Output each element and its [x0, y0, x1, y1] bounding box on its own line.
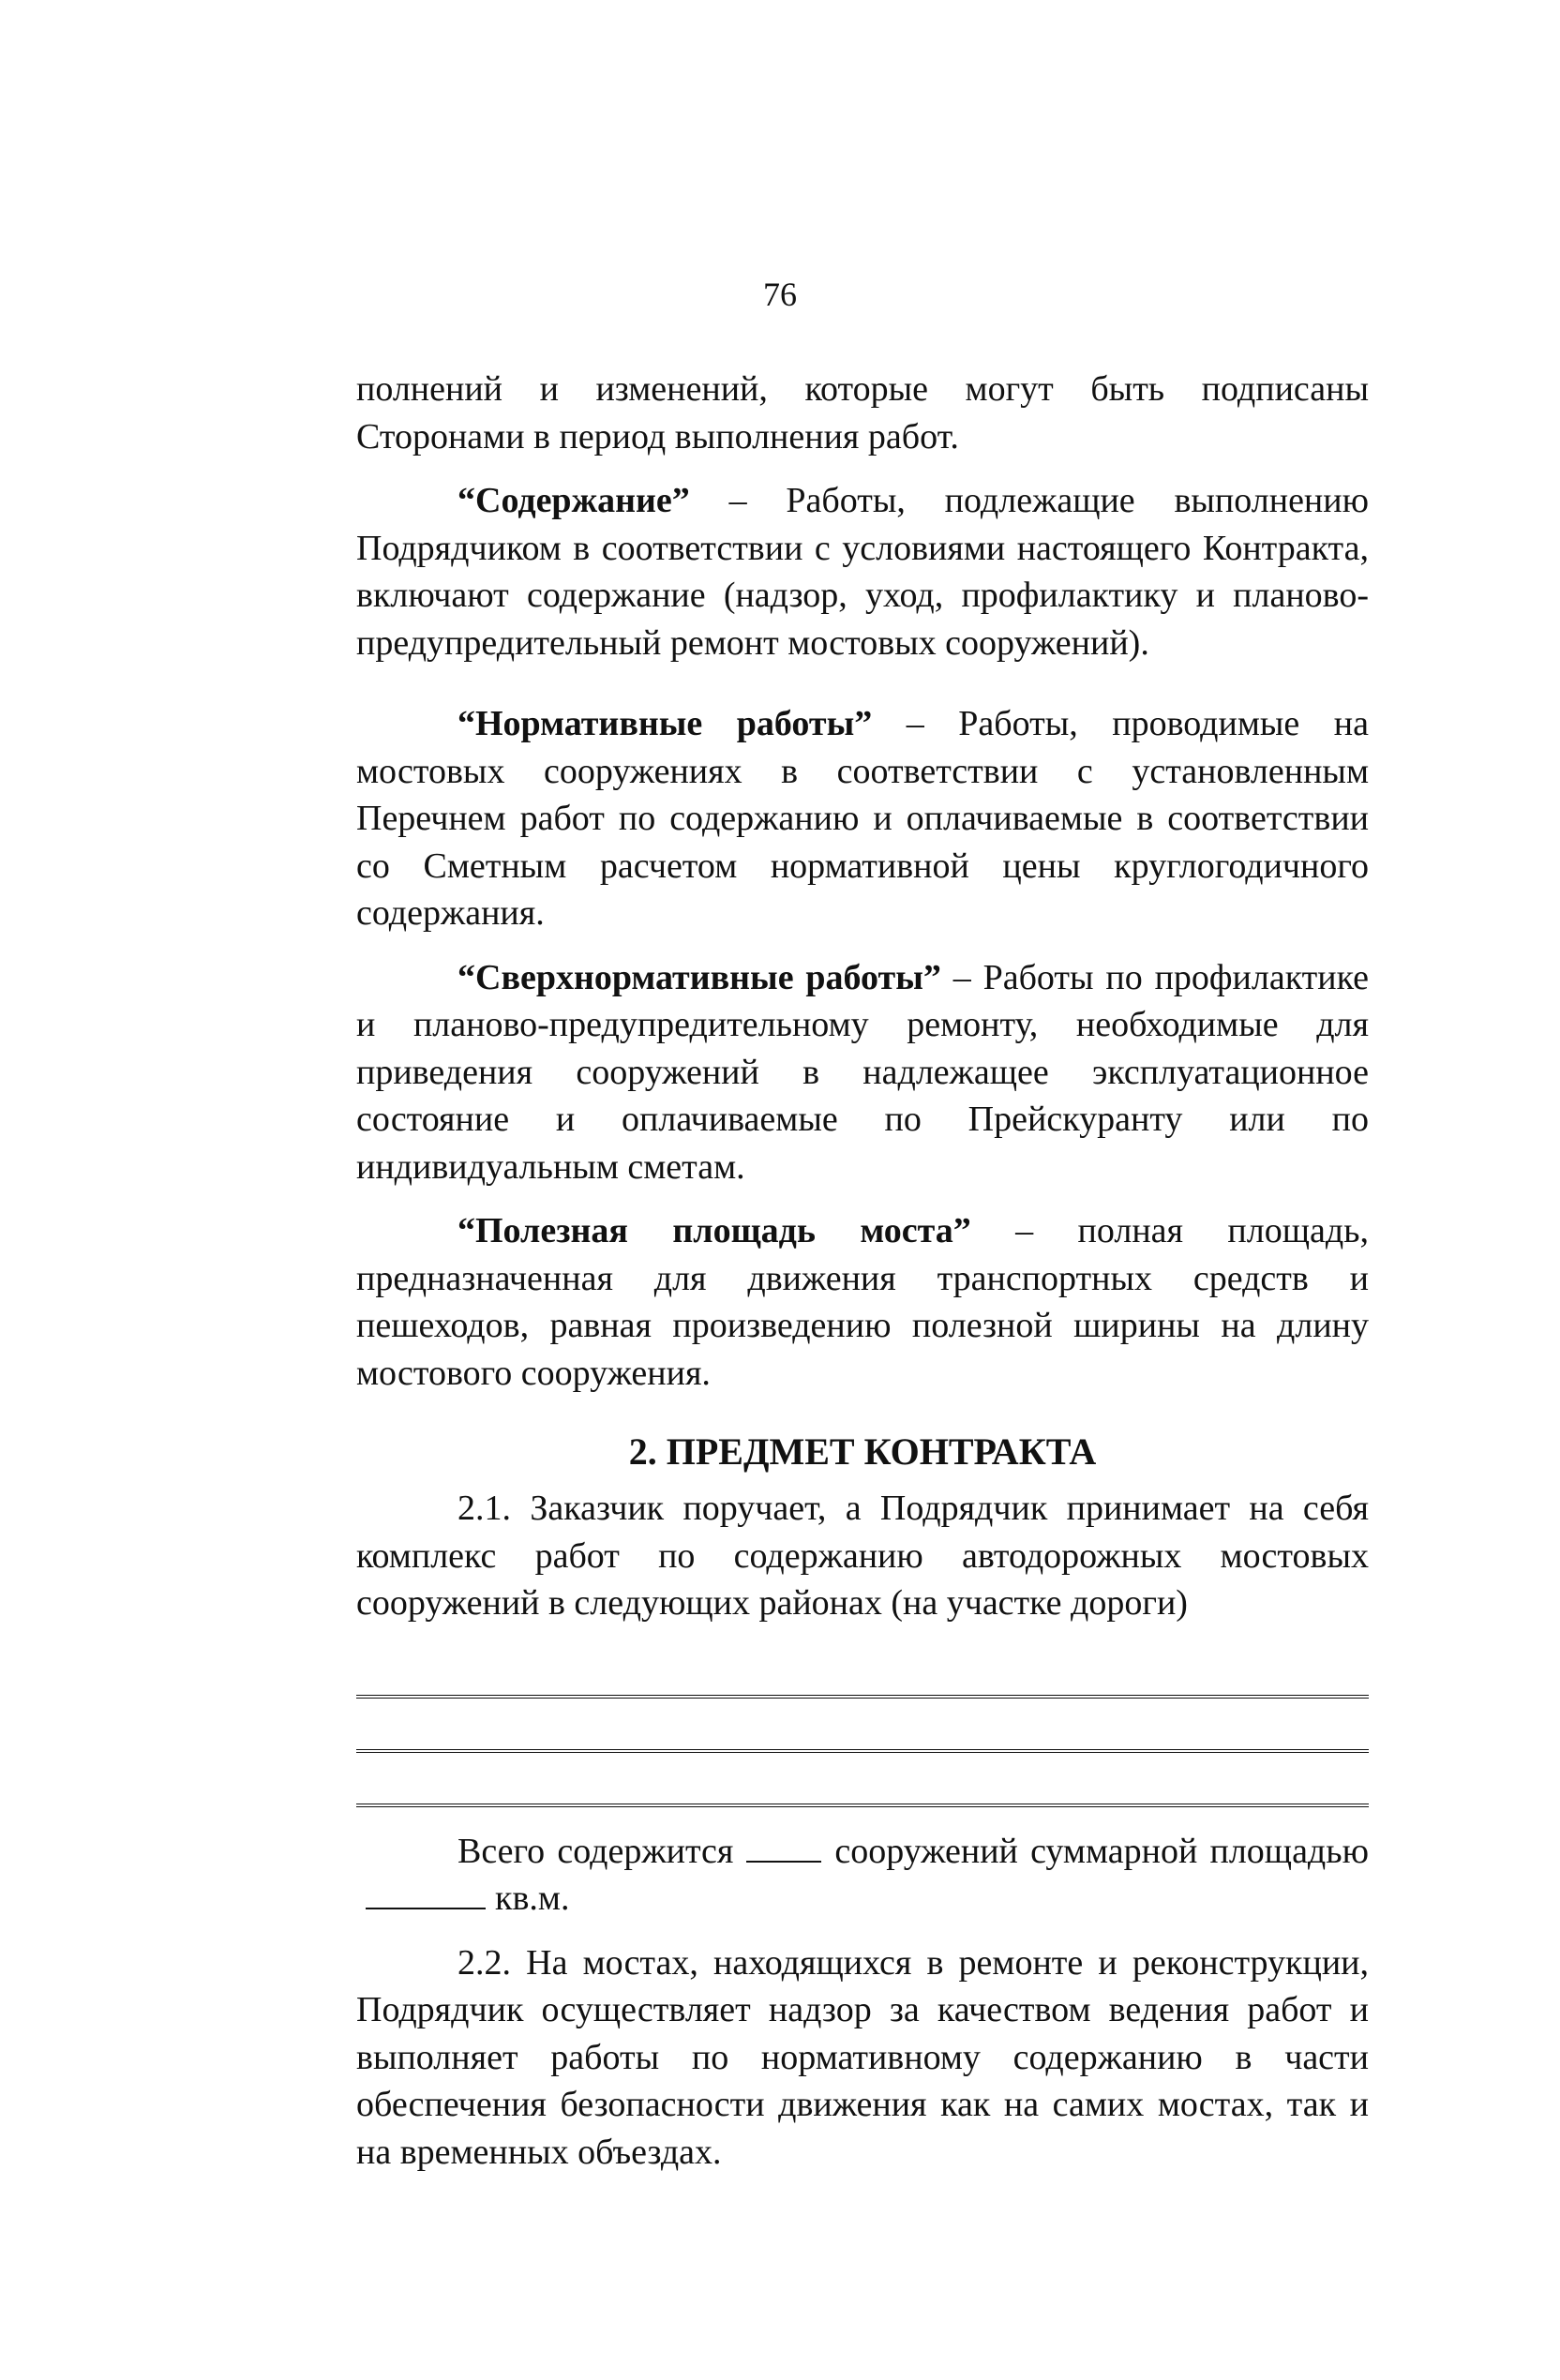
- total-text-part1: Всего содержится: [458, 1831, 734, 1871]
- text-body: [356, 366, 1369, 2176]
- definition-useful-area-text: – полная площадь, предназначенная для движения транспортных средств и пешеходов, равная произведению полезной ширины на длину мостового сооружения.: [356, 1211, 1369, 1393]
- definition-content: [356, 477, 1369, 666]
- definition-extra-normative-works: [356, 954, 1369, 1191]
- term-extra-normative-works: “Сверхнормативные работы”: [458, 957, 941, 997]
- blank-line-2: [356, 1699, 1369, 1753]
- total-text-part3: кв.м.: [495, 1879, 570, 1918]
- total-text-part2: сооружений суммарной площадью: [834, 1831, 1369, 1871]
- blank-area: [366, 1907, 486, 1909]
- blank-count: [746, 1860, 821, 1863]
- definition-normative-works-text: – Работы, проводимые на мостовых сооружениях в соответствии с установленным Перечнем работ по содержанию и оплачиваемые в соответствии со Сметным расчетом нормативной цены круглогодичного содержания.: [356, 704, 1369, 933]
- page-number: 76: [763, 276, 797, 313]
- definition-normative-works: [356, 700, 1369, 937]
- term-normative-works: “Нормативные работы”: [458, 704, 873, 743]
- blank-line-1: [356, 1644, 1369, 1699]
- clause-2-2: 2.2. На мостах, находящихся в ремонте и реконструкции, Подрядчик осуществляет надзор за качеством ведения работ и выполняет работы по нормативному содержанию в части обеспечения безопасности движения как на самих мостах, так и на временных объездах.: [356, 1942, 1369, 2172]
- term-useful-area: “Полезная площадь моста”: [458, 1211, 971, 1250]
- section-heading: 2. ПРЕДМЕТ КОНТРАКТА: [628, 1430, 1097, 1473]
- continuation-paragraph: полнений и изменений, которые могут быть подписаны Сторонами в период выполнения работ.: [356, 369, 1369, 457]
- definition-content-text: – Работы, подлежащие выполнению Подрядчиком в соответствии с условиями настоящего Контракта, включают содержание (надзор, уход, профилактику и планово-предупредительный ремонт мостовых сооружений).: [356, 481, 1369, 663]
- clause-2-1: 2.1. Заказчик поручает, а Подрядчик принимает на себя комплекс работ по содержанию автодорожных мостовых сооружений в следующих районах (на участке дороги): [356, 1489, 1369, 1623]
- total-structures-paragraph: [356, 1828, 1369, 1923]
- term-content: “Содержание”: [458, 481, 690, 520]
- definition-extra-normative-works-text: – Работы по профилактике и планово-предупредительному ремонту, необходимые для приведения сооружений в надлежащее эксплуатационное состояние и оплачиваемые по Прейскуранту или по индивидуальным сметам.: [356, 957, 1369, 1187]
- blank-line-3: [356, 1753, 1369, 1807]
- blank-fill-lines: [356, 1644, 1369, 1807]
- definition-useful-area: [356, 1207, 1369, 1397]
